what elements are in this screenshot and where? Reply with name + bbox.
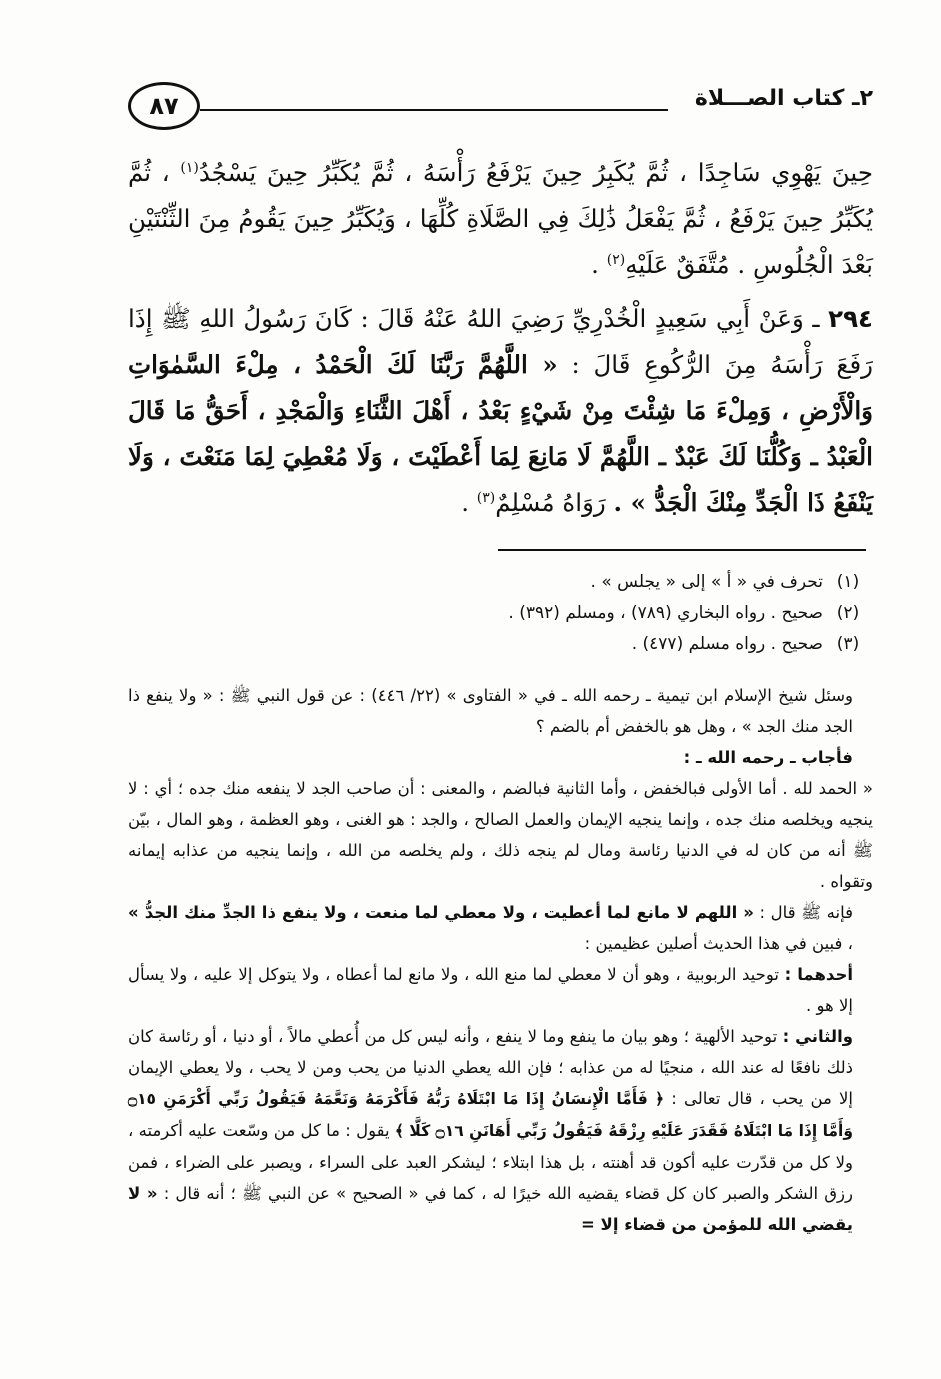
hadith-continuation: [128, 150, 873, 288]
second-principle: [128, 1021, 873, 1240]
footnote-number: (٣): [836, 634, 860, 654]
footnote-number: (٢): [836, 603, 860, 623]
header-rule: [200, 109, 668, 111]
hadith-quote: « اللَّهُمَّ رَبَّنَا لَكَ الْحَمْدُ ، مِلْءَ السَّمٰوَاتِ وَالْأَرْضِ ، وَمِلْءَ مَا شِئْتَ مِنْ شَيْءٍ بَعْدُ ، أَهْلَ الثَّنَاءِ وَالْمَجْدِ ، أَحَقُّ مَا قَالَ الْعَبْدُ ـ وَكُلُّنَا لَكَ عَبْدٌ ـ اللَّهُمَّ لَا مَانِعَ لِمَا أَعْطَيْتَ ، وَلَا مُعْطِيَ لِمَا مَنَعْتَ ، وَلَا يَنْفَعُ ذَا الْجَدِّ مِنْكَ الْجَدُّ » .: [128, 350, 873, 517]
footnotes: [128, 567, 873, 660]
page-header: [128, 82, 873, 130]
answer-heading: فأجاب ـ رحمه الله ـ :: [683, 748, 853, 767]
footnote-3: [128, 629, 873, 660]
footnote-number: (١): [836, 572, 860, 592]
footnote-ref-1[interactable]: (١): [180, 159, 199, 176]
footnote-2: [128, 598, 873, 629]
final-quote: « لا يقضي الله للمؤمن من قضاء إلا =: [128, 1184, 853, 1234]
page-number: ٨٧: [128, 82, 200, 130]
hadith-number: ٢٩٤: [828, 304, 874, 333]
footnote-ref-3[interactable]: (٣): [476, 489, 496, 506]
footnote-text: صحيح . رواه مسلم (٤٧٧) .: [631, 634, 823, 654]
commentary: [128, 680, 873, 1240]
hadith-source: رَوَاهُ مُسْلِمٌ: [495, 488, 606, 517]
main-text: [128, 150, 873, 526]
continuation-end: .: [591, 250, 599, 279]
first-principle-text: توحيد الربوبية ، وهو أن لا معطي لما منع الله ، ولا مانع لما أعطاه ، ولا يتوكل إلا عليه ، ولا يسأل إلا هو .: [128, 965, 853, 1015]
footnote-1: [128, 567, 873, 598]
quran-verse: ﴿ فَأَمَّا الْإِنسَانُ إِذَا مَا ابْتَلَاهُ رَبُّهُ فَأَكْرَمَهُ وَنَعَّمَهُ فَيَقُولُ رَبِّي أَكْرَمَنِ ۝١٥ وَأَمَّا إِذَا مَا ابْتَلَاهُ فَقَدَرَ عَلَيْهِ رِزْقَهُ فَيَقُولُ رَبِّي أَهَانَنِ ۝١٦ كَلَّا ﴾: [128, 1090, 853, 1140]
after-verse-text: يقول : ما كل من وسّعت عليه أكرمته ، ولا كل من قدّرت عليه أكون قد أهنته ، بل هذا ابتلاء ؛ ليشكر العبد على السراء ، ويصبر على الضراء ، فمن رزق الشكر والصبر كان كل قضاء يقضيه الله خيرًا له ، كما في « الصحيح » عن النبي ﷺ ؛ أنه قال :: [128, 1121, 853, 1203]
chapter-title: ٢ـ كتاب الصـــلاة: [694, 86, 873, 111]
answer-paragraph-1: « الحمد لله . أما الأولى فبالخفض ، وأما الثانية فبالضم ، والمعنى : أن صاحب الجد لا ينفعه منك جده ؛ أي : لا ينجيه ويخلصه منك جده ، وإنما ينجيه الإيمان والعمل الصالح ، والجد : هو الغنى ، وهو العظمة ، وهو المال ، بيّن ﷺ أنه من كان له في الدنيا رئاسة ومال لم ينجه ذلك ، ولم يخلصه من الله ، وإنما ينجيه من عذابه إيمانه وتقواه .: [128, 779, 873, 891]
answer-p2-quote: « اللهم لا مانع لما أعطيت ، ولا معطي لما منعت ، ولا ينفع ذا الجدِّ منك الجدُّ »: [128, 903, 754, 922]
fatwa-question: وسئل شيخ الإسلام ابن تيمية ـ رحمه الله ـ في « الفتاوى » (٢٢/ ٤٤٦) : عن قول النبي ﷺ : « ولا ينفع ذا الجد منك الجد » ، وهل هو بالخفض أم بالضم ؟: [128, 686, 854, 736]
first-principle: [128, 959, 873, 1021]
hadith-source-end: .: [461, 488, 469, 517]
answer-p2-lead: فإنه ﷺ قال :: [759, 903, 854, 922]
hadith-intro: ـ وَعَنْ أَبِي سَعِيدٍ الْخُدْرِيِّ رَضِيَ اللهُ عَنْهُ قَالَ : كَانَ رَسُولُ اللهِ ﷺ إِذَا رَفَعَ رَأْسَهُ مِنَ الرُّكُوعِ قَالَ :: [128, 304, 873, 379]
footnote-text: تحرف في « أ » إلى « يجلس » .: [590, 572, 823, 592]
footnote-separator: [498, 549, 866, 551]
footnote-text: صحيح . رواه البخاري (٧٨٩) ، ومسلم (٣٩٢) .: [508, 603, 823, 623]
continuation-text-1: حِينَ يَهْوِي سَاجِدًا ، ثُمَّ يُكَبِرُ حِينَ يَرْفَعُ رَأْسَهُ ، ثُمَّ يُكَبِّرُ حِينَ يَسْجُدُ: [198, 158, 873, 187]
first-principle-label: أحدهما :: [784, 965, 854, 984]
hadith-294: [128, 296, 873, 526]
continuation-text-2: ، ثُمَّ يُكَبِّرُ حِينَ يَرْفَعُ ، ثُمَّ يَفْعَلُ ذَٰلِكَ فِي الصَّلَاةِ كُلِّهَا ، وَيُكَبِّرُ حِينَ يَقُومُ مِنَ الثِّنْتَيْنِ بَعْدَ الْجُلُوسِ . مُتَّفَقٌ عَلَيْهِ: [128, 158, 873, 279]
second-principle-text: توحيد الألهية ؛ وهو بيان ما ينفع وما لا ينفع ، وأنه ليس كل من أُعطي مالاً ، أو دنيا ، أو رئاسة كان ذلك نافعًا له عند الله ، منجيًا له من عذابه ؛ فإن الله يعطي الدنيا من يحب ومن لا يحب ، ولا يعطي الإيمان إلا من يحب ، قال تعالى :: [128, 1027, 853, 1108]
answer-p2-tail: ، فبين في هذا الحديث أصلين عظيمين :: [584, 934, 853, 953]
answer-paragraph-2: [128, 897, 873, 959]
second-principle-label: والثاني :: [782, 1027, 853, 1046]
footnote-ref-2[interactable]: (٢): [606, 251, 626, 268]
